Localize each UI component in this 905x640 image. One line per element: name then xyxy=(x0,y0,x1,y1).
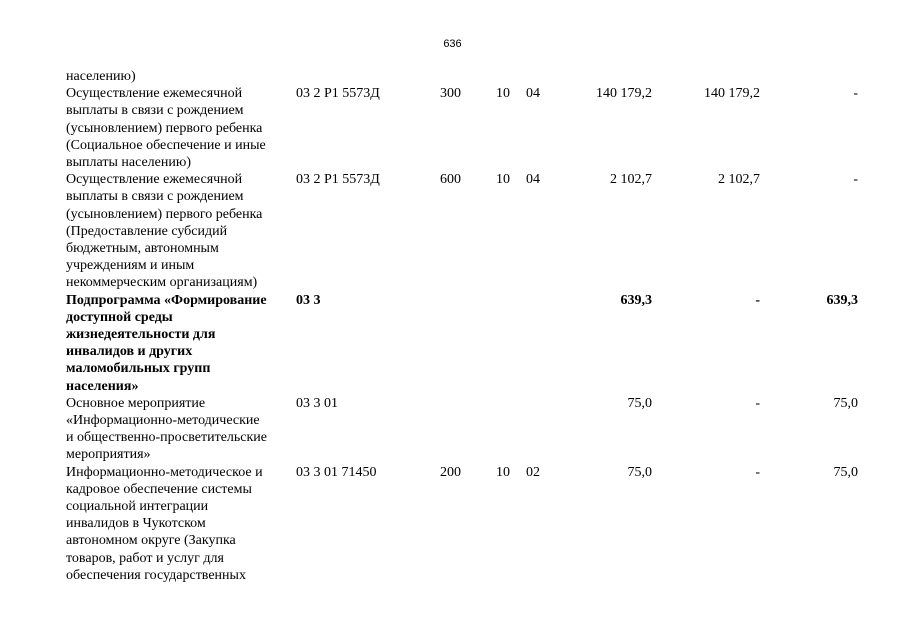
row-expense-type: 300 xyxy=(440,86,461,102)
row-federal-amount: - xyxy=(755,464,760,480)
row-federal-amount: 140 179,2 xyxy=(704,86,760,102)
row-expense-type: 200 xyxy=(440,464,461,480)
table-row xyxy=(66,395,866,464)
row-description: населению) xyxy=(66,69,136,84)
table-row xyxy=(66,292,866,395)
row-regional-amount: - xyxy=(853,86,858,102)
row-regional-amount: - xyxy=(853,172,858,188)
row-code: 03 2 P1 5573Д xyxy=(296,86,380,102)
table-row xyxy=(66,68,866,85)
budget-table xyxy=(66,68,866,584)
row-description: Информационно-методическое и кадровое обеспечение системы социальной интеграции инвалидов в Чукотском автономном округе (Закупка товаров, работ и услуг для обеспечения государственных xyxy=(66,464,263,583)
row-regional-amount: 639,3 xyxy=(826,292,858,308)
row-regional-amount: 75,0 xyxy=(833,464,858,480)
row-expense-type: 600 xyxy=(440,172,461,188)
row-federal-amount: - xyxy=(755,292,760,308)
page-number: 636 xyxy=(443,38,462,50)
row-code: 03 2 P1 5573Д xyxy=(296,172,380,188)
row-description: Основное мероприятие «Информационно-методические и общественно-просветительские мероприятия» xyxy=(66,395,268,463)
row-description: Осуществление ежемесячной выплаты в связи с рождением (усыновлением) первого ребенка (Социальное обеспечение и иные выплаты населению) xyxy=(66,86,266,171)
table-row xyxy=(66,85,866,171)
row-subsection: 04 xyxy=(526,86,540,102)
row-code: 03 3 01 71450 xyxy=(296,464,377,480)
row-description: Подпрограмма «Формирование доступной среды жизнедеятельности для инвалидов и других маломобильных групп населения» xyxy=(66,292,267,394)
row-federal-amount: - xyxy=(755,395,760,411)
row-total: 140 179,2 xyxy=(596,86,652,102)
row-total: 75,0 xyxy=(627,464,652,480)
row-federal-amount: 2 102,7 xyxy=(718,172,760,188)
table-row xyxy=(66,464,866,584)
row-regional-amount: 75,0 xyxy=(833,395,858,411)
row-code: 03 3 01 xyxy=(296,395,338,411)
row-section: 10 xyxy=(496,86,510,102)
row-total: 75,0 xyxy=(627,395,652,411)
row-total: 2 102,7 xyxy=(610,172,652,188)
row-section: 10 xyxy=(496,172,510,188)
table-row xyxy=(66,171,866,291)
row-total: 639,3 xyxy=(620,292,652,308)
row-description: Осуществление ежемесячной выплаты в связи с рождением (усыновлением) первого ребенка (Предоставление субсидий бюджетным, автономным учреждениям и иным некоммерческим организациям) xyxy=(66,172,263,291)
row-code: 03 3 xyxy=(296,292,321,308)
row-section: 10 xyxy=(496,464,510,480)
row-subsection: 04 xyxy=(526,172,540,188)
row-subsection: 02 xyxy=(526,464,540,480)
